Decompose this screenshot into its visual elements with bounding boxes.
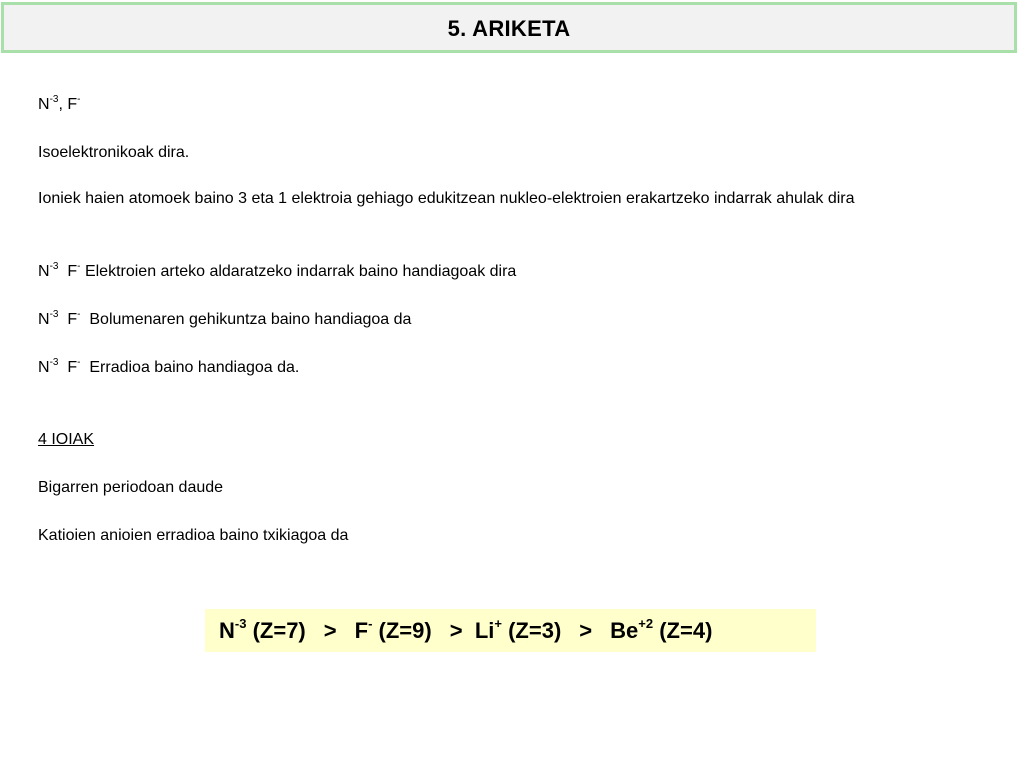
- formula-operator: >: [323, 618, 337, 643]
- statement-ion1-charge: -3: [49, 260, 59, 272]
- formula-ion-li-charge: +: [494, 615, 502, 631]
- formula-operator: >: [579, 618, 593, 643]
- ion-n-charge: -3: [49, 93, 59, 105]
- formula-ion-f-z: (Z=9): [378, 618, 432, 643]
- statement-ion1: N: [38, 311, 50, 328]
- statement-text: Erradioa baino handiagoa da.: [89, 359, 300, 376]
- statement-repulsion: [38, 260, 516, 284]
- statement-ion1-charge: -3: [49, 308, 59, 320]
- formula-ion-n-charge: -3: [234, 615, 247, 631]
- formula-ion-li-z: (Z=3): [508, 618, 562, 643]
- statement-radius: [38, 356, 299, 380]
- period-text: Bigarren periodoan daude: [38, 479, 224, 496]
- formula-operator: >: [449, 618, 463, 643]
- statement-ion2-charge: -: [77, 356, 81, 368]
- formula-box: [205, 609, 816, 652]
- title-banner: [1, 2, 1017, 53]
- statement-volume: [38, 308, 411, 332]
- ion-n-symbol: N: [38, 96, 50, 113]
- four-ions-heading: 4 IOIAK: [38, 431, 95, 448]
- isoelectronic-text: Isoelektronikoak dira.: [38, 144, 190, 161]
- ions-line: [38, 93, 80, 117]
- statement-ion2: F: [67, 359, 78, 376]
- formula-ion-n: N: [219, 618, 235, 643]
- ion-f-charge: -: [77, 93, 81, 105]
- formula-ion-be-charge: +2: [638, 615, 654, 631]
- page-title: 5. ARIKETA: [447, 16, 571, 41]
- formula-ion-be-z: (Z=4): [659, 618, 713, 643]
- statement-text: Bolumenaren gehikuntza baino handiagoa da: [89, 311, 412, 328]
- statement-text: Elektroien arteko aldaratzeko indarrak baino handiagoak dira: [84, 263, 517, 280]
- formula-ion-f: F: [354, 618, 369, 643]
- statement-ion1: N: [38, 263, 50, 280]
- statement-ion2-charge: -: [77, 260, 81, 272]
- statement-ion2-charge: -: [77, 308, 81, 320]
- explanation-text: Ioniek haien atomoek baino 3 eta 1 elektroia gehiago edukitzean nukleo-elektroien erakartzeko indarrak ahulak dira: [38, 190, 855, 207]
- formula-ion-li: Li: [474, 618, 495, 643]
- ion-f-symbol: , F: [58, 96, 78, 113]
- cation-anion-text: Katioien anioien erradioa baino txikiagoa da: [38, 527, 349, 544]
- radius-order-formula: [219, 615, 713, 644]
- formula-ion-f-charge: -: [368, 615, 373, 631]
- statement-ion1: N: [38, 359, 50, 376]
- statement-ion1-charge: -3: [49, 356, 59, 368]
- statement-ion2: F: [67, 311, 78, 328]
- formula-ion-n-z: (Z=7): [252, 618, 306, 643]
- statement-ion2: F: [67, 263, 78, 280]
- formula-ion-be: Be: [610, 618, 639, 643]
